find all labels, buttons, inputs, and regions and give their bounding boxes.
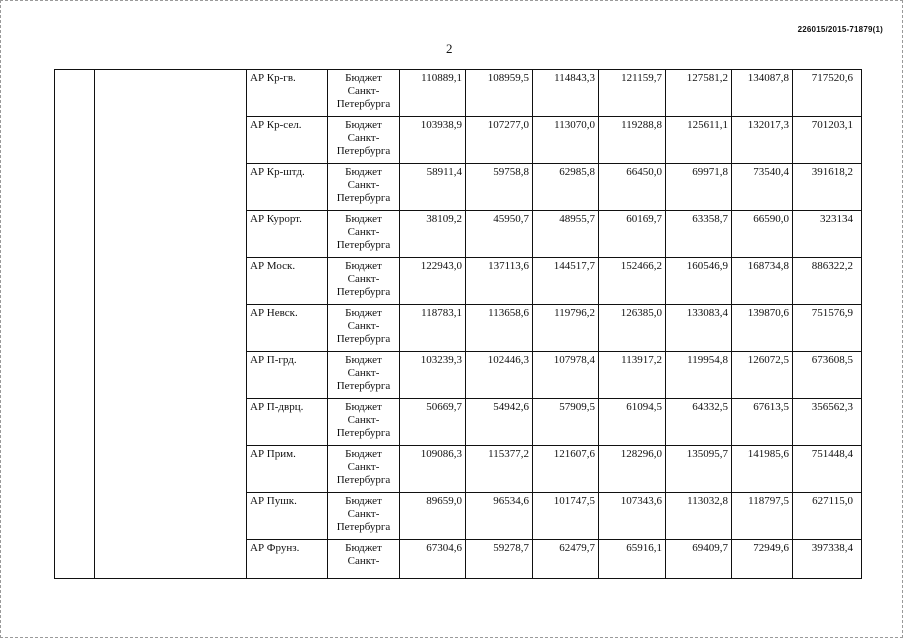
value-cell: 141985,6 xyxy=(732,446,793,493)
district-cell: АР П-грд. xyxy=(247,352,328,399)
value-cell: 63358,7 xyxy=(666,211,732,258)
value-cell: 122943,0 xyxy=(400,258,466,305)
value-cell: 45950,7 xyxy=(466,211,533,258)
value-cell: 126385,0 xyxy=(599,305,666,352)
district-cell: АР Фрунз. xyxy=(247,540,328,579)
value-cell: 107343,6 xyxy=(599,493,666,540)
value-cell: 50669,7 xyxy=(400,399,466,446)
value-cell: 54942,6 xyxy=(466,399,533,446)
table-row xyxy=(55,70,862,117)
value-cell: 62479,7 xyxy=(533,540,599,579)
value-cell: 59758,8 xyxy=(466,164,533,211)
funding-source-cell: Бюджет Санкт- Петербурга xyxy=(328,211,400,258)
budget-table xyxy=(54,69,862,579)
value-cell: 69971,8 xyxy=(666,164,732,211)
value-cell: 121607,6 xyxy=(533,446,599,493)
value-cell: 113917,2 xyxy=(599,352,666,399)
value-cell: 114843,3 xyxy=(533,70,599,117)
value-cell: 89659,0 xyxy=(400,493,466,540)
value-cell: 107277,0 xyxy=(466,117,533,164)
value-cell: 110889,1 xyxy=(400,70,466,117)
value-cell: 113658,6 xyxy=(466,305,533,352)
value-cell: 137113,6 xyxy=(466,258,533,305)
value-cell: 121159,7 xyxy=(599,70,666,117)
total-cell: 627115,0 xyxy=(793,493,862,540)
value-cell: 115377,2 xyxy=(466,446,533,493)
district-cell: АР Кр-штд. xyxy=(247,164,328,211)
value-cell: 113070,0 xyxy=(533,117,599,164)
page-number: 2 xyxy=(446,41,453,56)
district-cell: АР П-дврц. xyxy=(247,399,328,446)
value-cell: 64332,5 xyxy=(666,399,732,446)
value-cell: 119288,8 xyxy=(599,117,666,164)
value-cell: 65916,1 xyxy=(599,540,666,579)
district-cell: АР Пушк. xyxy=(247,493,328,540)
value-cell: 101747,5 xyxy=(533,493,599,540)
funding-source-cell: Бюджет Санкт- Петербурга xyxy=(328,164,400,211)
value-cell: 58911,4 xyxy=(400,164,466,211)
total-cell: 356562,3 xyxy=(793,399,862,446)
value-cell: 96534,6 xyxy=(466,493,533,540)
value-cell: 127581,2 xyxy=(666,70,732,117)
district-cell: АР Прим. xyxy=(247,446,328,493)
value-cell: 62985,8 xyxy=(533,164,599,211)
total-cell: 397338,4 xyxy=(793,540,862,579)
value-cell: 113032,8 xyxy=(666,493,732,540)
value-cell: 119796,2 xyxy=(533,305,599,352)
funding-source-cell: Бюджет Санкт- Петербурга xyxy=(328,399,400,446)
value-cell: 67613,5 xyxy=(732,399,793,446)
value-cell: 38109,2 xyxy=(400,211,466,258)
total-cell: 673608,5 xyxy=(793,352,862,399)
value-cell: 103239,3 xyxy=(400,352,466,399)
value-cell: 69409,7 xyxy=(666,540,732,579)
value-cell: 144517,7 xyxy=(533,258,599,305)
value-cell: 109086,3 xyxy=(400,446,466,493)
funding-source-cell: Бюджет Санкт- Петербурга xyxy=(328,493,400,540)
value-cell: 59278,7 xyxy=(466,540,533,579)
funding-source-cell: Бюджет Санкт- Петербурга xyxy=(328,305,400,352)
district-cell: АР Курорт. xyxy=(247,211,328,258)
value-cell: 135095,7 xyxy=(666,446,732,493)
blank-cell-wide xyxy=(95,70,247,579)
blank-cell-left xyxy=(55,70,95,579)
total-cell: 391618,2 xyxy=(793,164,862,211)
value-cell: 118797,5 xyxy=(732,493,793,540)
value-cell: 128296,0 xyxy=(599,446,666,493)
value-cell: 102446,3 xyxy=(466,352,533,399)
value-cell: 125611,1 xyxy=(666,117,732,164)
value-cell: 72949,6 xyxy=(732,540,793,579)
value-cell: 118783,1 xyxy=(400,305,466,352)
total-cell: 751448,4 xyxy=(793,446,862,493)
total-cell: 886322,2 xyxy=(793,258,862,305)
value-cell: 66590,0 xyxy=(732,211,793,258)
value-cell: 57909,5 xyxy=(533,399,599,446)
value-cell: 160546,9 xyxy=(666,258,732,305)
value-cell: 61094,5 xyxy=(599,399,666,446)
total-cell: 701203,1 xyxy=(793,117,862,164)
total-cell: 751576,9 xyxy=(793,305,862,352)
total-cell: 323134 xyxy=(793,211,862,258)
district-cell: АР Кр-гв. xyxy=(247,70,328,117)
value-cell: 73540,4 xyxy=(732,164,793,211)
value-cell: 126072,5 xyxy=(732,352,793,399)
value-cell: 119954,8 xyxy=(666,352,732,399)
value-cell: 66450,0 xyxy=(599,164,666,211)
document-number: 226015/2015-71879(1) xyxy=(797,25,883,34)
value-cell: 133083,4 xyxy=(666,305,732,352)
funding-source-cell: Бюджет Санкт- xyxy=(328,540,400,579)
district-cell: АР Кр-сел. xyxy=(247,117,328,164)
value-cell: 168734,8 xyxy=(732,258,793,305)
value-cell: 103938,9 xyxy=(400,117,466,164)
district-cell: АР Невск. xyxy=(247,305,328,352)
funding-source-cell: Бюджет Санкт- Петербурга xyxy=(328,70,400,117)
value-cell: 132017,3 xyxy=(732,117,793,164)
value-cell: 60169,7 xyxy=(599,211,666,258)
funding-source-cell: Бюджет Санкт- Петербурга xyxy=(328,446,400,493)
value-cell: 107978,4 xyxy=(533,352,599,399)
value-cell: 139870,6 xyxy=(732,305,793,352)
funding-source-cell: Бюджет Санкт- Петербурга xyxy=(328,352,400,399)
value-cell: 152466,2 xyxy=(599,258,666,305)
district-cell: АР Моск. xyxy=(247,258,328,305)
value-cell: 108959,5 xyxy=(466,70,533,117)
total-cell: 717520,6 xyxy=(793,70,862,117)
value-cell: 134087,8 xyxy=(732,70,793,117)
value-cell: 67304,6 xyxy=(400,540,466,579)
value-cell: 48955,7 xyxy=(533,211,599,258)
table-body xyxy=(55,70,862,579)
funding-source-cell: Бюджет Санкт- Петербурга xyxy=(328,258,400,305)
funding-source-cell: Бюджет Санкт- Петербурга xyxy=(328,117,400,164)
